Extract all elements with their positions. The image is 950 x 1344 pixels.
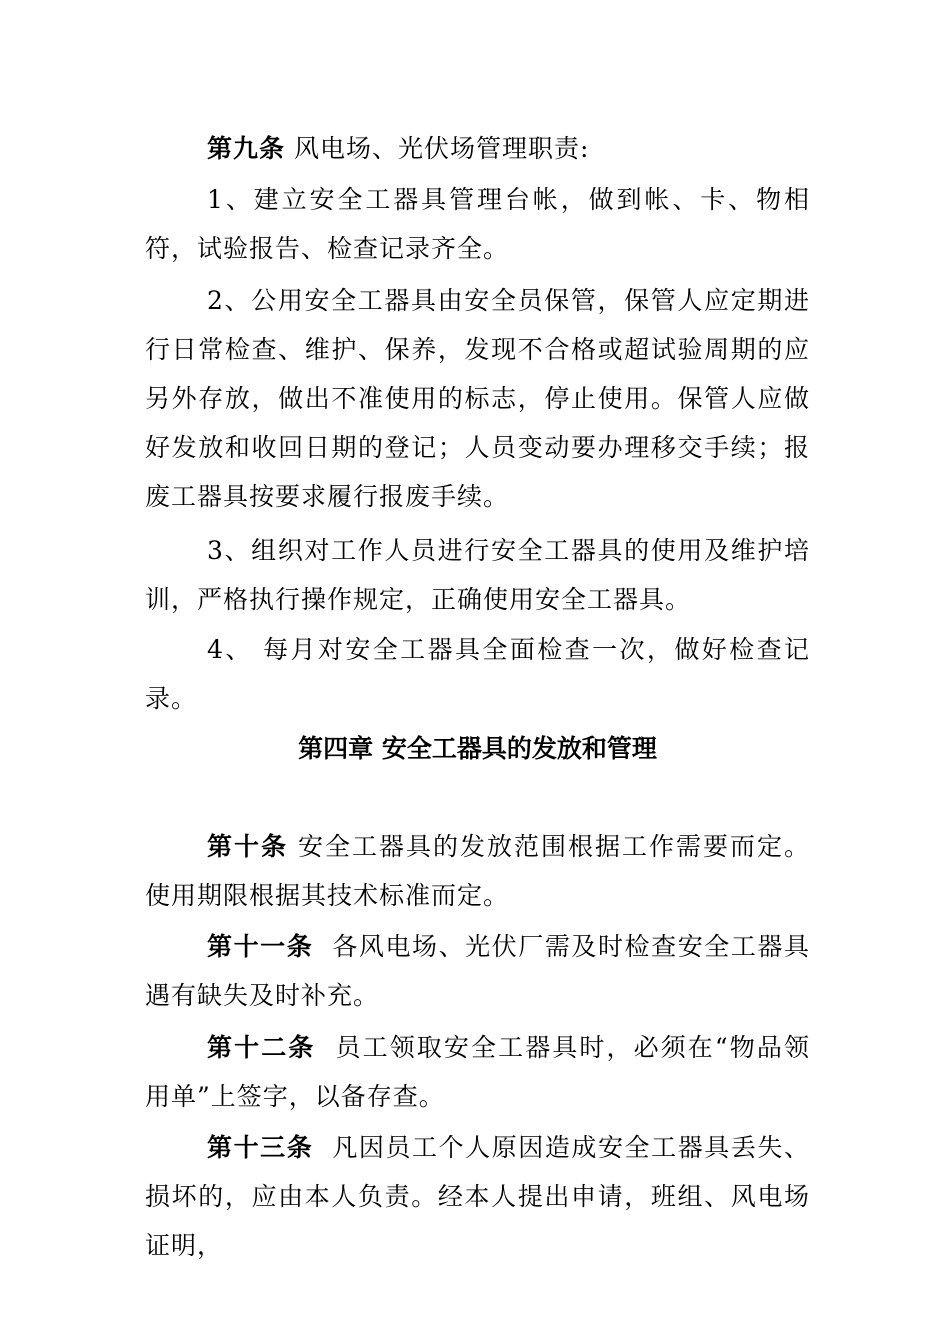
- item-4: 4、 每月对安全工器具全面检查一次，做好检查记录。: [145, 635, 810, 713]
- item-1: 1、建立安全工器具管理台帐，做到帐、卡、物相符，试验报告、检查记录齐全。: [145, 185, 810, 263]
- article-13-label: 第十三条: [207, 1133, 314, 1162]
- article-10-text: 安全工器具的发放范围根据工作需要而定。使用期限根据其技术标准而定。: [145, 832, 810, 910]
- article-13-paragraph: [145, 1123, 810, 1270]
- chapter-title: 第四章 安全工器具的发放和管理: [298, 734, 657, 763]
- article-12-text: 员工领取安全工器具时，必须在“物品领用单”上签字，以备存查。: [145, 1033, 810, 1111]
- article-9-label: 第九条: [207, 134, 286, 163]
- article-10-paragraph: [145, 822, 810, 920]
- article-9-paragraph: [145, 124, 810, 173]
- article-9-text: 风电场、光伏场管理职责:: [293, 134, 590, 163]
- article-12-label: 第十二条: [207, 1033, 316, 1062]
- article-11-paragraph: [145, 922, 810, 1020]
- article-11-text: 各风电场、光伏厂需及时检查安全工器具遇有缺失及时补充。: [145, 932, 810, 1010]
- item-3: 3、组织对工作人员进行安全工器具的使用及维护培训，严格执行操作规定，正确使用安全工器具。: [145, 536, 810, 614]
- article-11-label: 第十一条: [207, 932, 314, 961]
- article-12-paragraph: [145, 1023, 810, 1121]
- item-2: 2、公用安全工器具由安全员保管，保管人应定期进行日常检查、维护、保养，发现不合格或超试验周期的应另外存放，做出不准使用的标志，停止使用。保管人应做好发放和收回日期的登记；人员变动要办理移交手续；报废工器具按要求履行报废手续。: [145, 286, 810, 511]
- article-10-label: 第十条: [207, 832, 289, 861]
- article-13-text: 凡因员工个人原因造成安全工器具丢失、损坏的，应由本人负责。经本人提出申请，班组、风电场证明，: [145, 1133, 810, 1260]
